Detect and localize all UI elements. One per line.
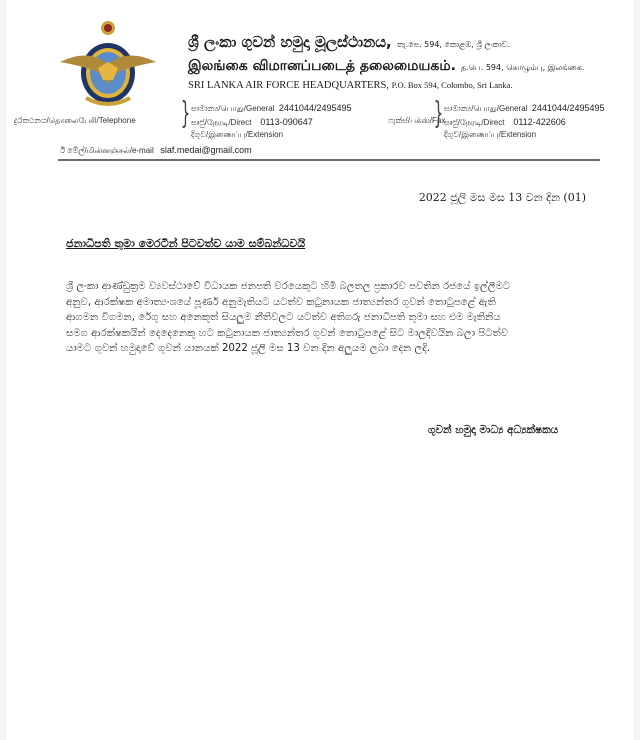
air-force-crest-logo	[58, 18, 158, 113]
fax-label: ෆැක්ස්/பக்ஸ்/Fax	[388, 116, 446, 125]
body-line: ආගමන විගමන, රේගු සහ අනෙකුත් සියලුම නීතිවලට යටත්ව අතිගරු ජනාධිපති තුමා සහ එම මැතිනිය	[66, 312, 501, 323]
signature-title: ගුවන් හමුදා මාධ්‍ය අධ්‍යක්ෂකය	[428, 424, 559, 436]
body-line: අනුව, ආරක්ෂක අමාත්‍යංශයේ පූර්ණ අනුමැතියට යටත්ව කටුනායක ජාත්‍යන්තර ගුවන් තොටුපළේ ඇති	[66, 296, 496, 308]
fax-general: සාමාන්‍ය/பொது/General 2441044/2495495	[444, 103, 605, 113]
header-divider	[58, 159, 600, 161]
brace: }	[180, 96, 191, 131]
telephone-label: දුරකථනය/தொலைபேசி/Telephone	[14, 116, 136, 125]
letter-date: 2022 ජූලි මස මස 13 වන දින (01)	[418, 191, 586, 204]
email-address: slaf.medai@gmail.com	[160, 145, 252, 155]
body-line: ශ්‍රී ලංකා ආණ්ඩුක්‍රම ව්‍යවස්ථාවේ විධායක ජනපති වරයෙකුට හිමි බලතල ප්‍රකාරව පවතින රජයේ ඉල්ලීමට	[66, 281, 511, 292]
letter-subject: ජනාධිපති තුමා මෙරටින් පිටවත්ව යාම සම්බන්ධවයි	[66, 237, 306, 250]
letter-body	[66, 279, 596, 357]
fax-extension: දිගුව/இணைப்பு/Extension	[444, 130, 537, 139]
letterhead-english: SRI LANKA AIR FORCE HEADQUARTERS, P.O. Box 594, Colombo, Sri Lanka.	[188, 80, 513, 91]
email-row: ඊ මේල්/மின்னஞ்சல்/e-mail slaf.medai@gmail.com	[60, 145, 252, 155]
body-line: යාමට ගුවන් හමුදාවේ ගුවන් යානයක් 2022 ජූලි මස 13 වන දින අලුයම ලබා දෙන ලදි.	[66, 343, 431, 354]
tel-direct: සෘජු/நேரடி/Direct 0113-090647	[191, 117, 313, 127]
letterhead-sinhala: ශ්‍රී ලංකා ගුවන් හමුදා මූලස්ථානය, තැ.පෙ. 594, කොළඹ, ශ්‍රී ලංකාව.	[188, 33, 511, 51]
fax-direct: සෘජු/நேரடி/Direct 0112-422606	[444, 117, 566, 127]
brace: }	[433, 96, 444, 131]
tel-general: සාමාන්‍ය/பொது/General 2441044/2495495	[191, 103, 352, 113]
body-line: සමග ආරක්ෂකයින් දෙදෙනෙකු හට කටුනායක ජාත්‍යන්තර ගුවන් තොටුපළේ සිට මාලදිවයින බලා පිටත්ව	[66, 327, 509, 339]
tel-extension: දිගුව/இணைப்பு/Extension	[191, 130, 284, 139]
letterhead-tamil: இலங்கை விமானப்படைத் தலைமையகம். த.பெ. 594, கொழும்பு, இலங்கை.	[188, 58, 585, 74]
letter-page	[6, 0, 634, 740]
